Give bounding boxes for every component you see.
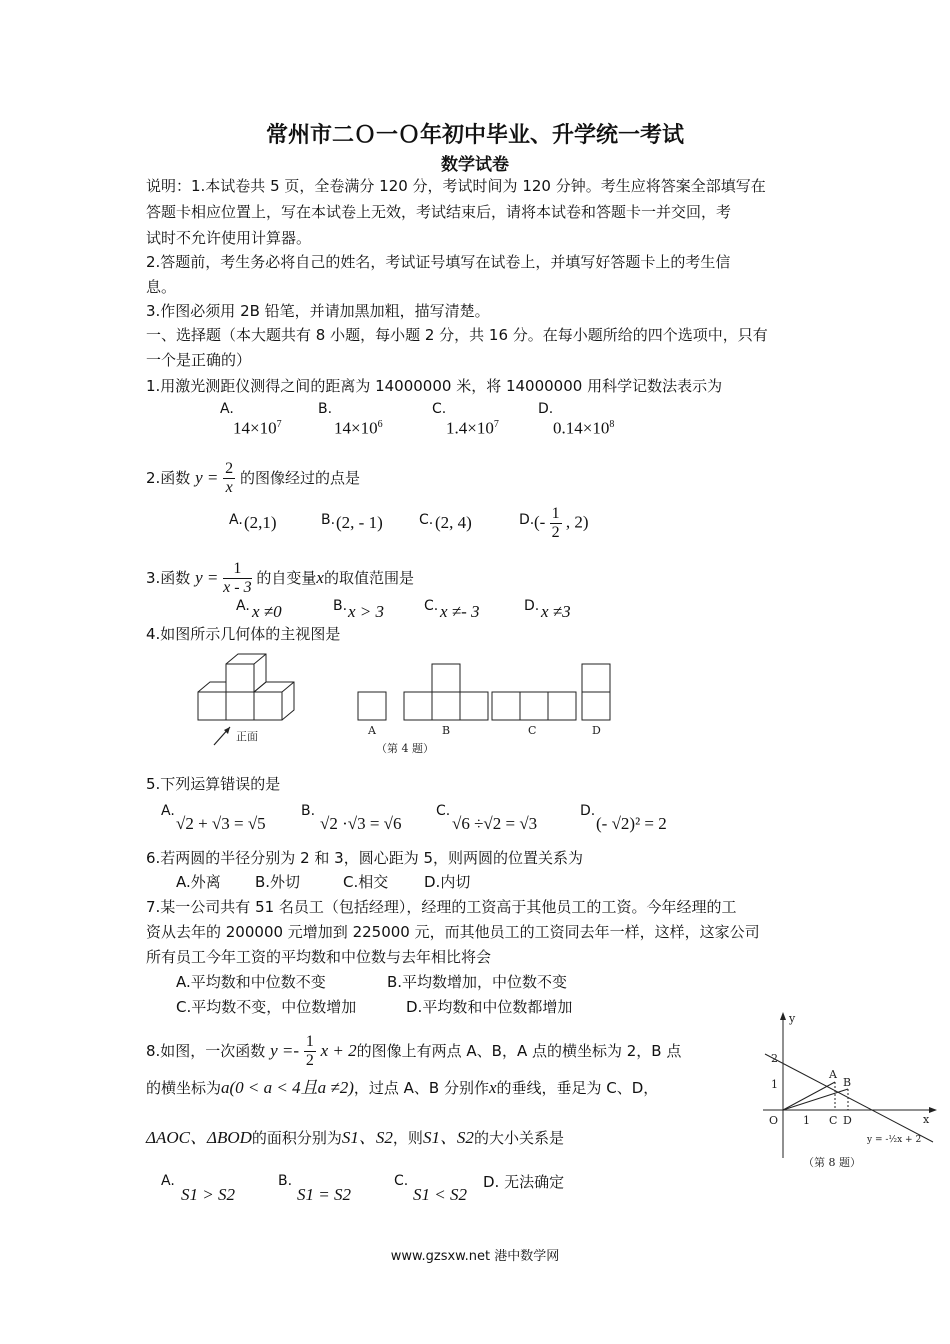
fig-tick-x1: 1 — [803, 1114, 810, 1127]
option-label: A. — [161, 803, 175, 819]
fig-y-label: y — [789, 1012, 796, 1025]
fig-caption: （第 8 题） — [803, 1156, 861, 1169]
function-line — [765, 1054, 933, 1142]
fig-equation: y = -½x + 2 — [867, 1135, 922, 1145]
question-7-stem: 资从去年的 200000 元增加到 225000 元，而其他员工的工资同去年一样，这样，这家公司 — [146, 923, 760, 941]
option-label: C. — [394, 1173, 409, 1189]
option-label: B. — [301, 803, 316, 819]
q5-option-c: √6 ÷√2 = √3 — [452, 814, 538, 833]
question-1-stem: 1.用激光测距仪测得之间的距离为 14000000 米，将 14000000 用科学记数法表示为 — [146, 377, 723, 395]
question-7-stem: 7.某一公司共有 51 名员工（包括经理），经理的工资高于其他员工的工资。今年经理的工 — [146, 898, 737, 916]
fraction: $\frac{2}{x}$ — [225, 460, 234, 496]
q1-option-d: $0.14\times 10^8$ — [553, 418, 615, 438]
q6-option-c: C.相交 — [343, 873, 389, 891]
q7-option-a: A.平均数和中位数不变 — [176, 973, 326, 991]
q3-option-d: x ≠3 — [541, 602, 571, 621]
question-8-stem: 8.如图，一次函数 y =- $\frac{1}{2}$ x + 2的图像上有两点 A、B，A 点的横坐标为 2，B 点 — [146, 1033, 682, 1069]
q4-option-c-label: C — [528, 724, 537, 737]
q2-option-c: (2, 4) — [435, 513, 472, 532]
q8-option-a: S1 > S2 — [181, 1185, 235, 1204]
option-label: D. — [524, 598, 540, 614]
q3-option-a: x ≠0 — [252, 602, 282, 621]
q1-option-a: $14\times 10^7$ — [233, 418, 282, 438]
question-6-stem: 6.若两圆的半径分别为 2 和 3，圆心距为 5，则两圆的位置关系为 — [146, 849, 584, 867]
question-2-stem: 2.函数 y = $\frac{2}{x}$ 的图像经过的点是 — [146, 460, 360, 496]
fig-point-c: C — [829, 1114, 838, 1127]
q8-option-c: S1 < S2 — [413, 1185, 467, 1204]
note-line: 息。 — [146, 278, 177, 296]
q4-option-a-label: A — [368, 724, 376, 737]
question-5-stem: 5.下列运算错误的是 — [146, 775, 281, 793]
q8-figure — [755, 1008, 940, 1176]
note-line: 2.答题前，考生务必将自己的姓名，考试证号填写在试卷上，并填写好答题卡上的考生信 — [146, 253, 731, 271]
q6-option-b: B.外切 — [255, 873, 301, 891]
option-label: B. — [321, 512, 336, 528]
note-line: 答题卡相应位置上，写在本试卷上无效，考试结束后，请将本试卷和答题卡一并交回，考 — [146, 203, 732, 221]
option-label: C. — [419, 512, 434, 528]
q3-option-c: x ≠- 3 — [440, 602, 480, 621]
fig-x-label: x — [923, 1113, 930, 1126]
q4-option-b-label: B — [442, 724, 451, 737]
q5-option-d: (- √2)² = 2 — [596, 814, 667, 833]
option-label: C. — [432, 401, 447, 417]
option-label: B. — [318, 401, 333, 417]
footer-source: www.gzsxw.net 港中数学网 — [390, 1249, 560, 1264]
option-label: A. — [229, 512, 243, 528]
q5-option-b: √2 ·√3 = √6 — [320, 814, 402, 833]
section-heading: 一个是正确的） — [146, 351, 252, 369]
fig-point-d: D — [843, 1114, 852, 1127]
fig-tick-y1: 1 — [771, 1078, 778, 1091]
option-label: D. — [538, 401, 554, 417]
q3-option-b: x > 3 — [348, 602, 385, 621]
question-4-stem: 4.如图所示几何体的主视图是 — [146, 625, 341, 643]
fig-point-a: A — [829, 1068, 837, 1081]
q4-caption: （第 4 题） — [376, 742, 434, 755]
option-label: C. — [436, 803, 451, 819]
q1-option-c: $1.4\times 10^7$ — [446, 418, 499, 438]
q6-option-d: D.内切 — [424, 873, 471, 891]
note-line: 说明：1.本试卷共 5 页，全卷满分 120 分，考试时间为 120 分钟。考生应将答案全部填写在 — [146, 177, 766, 195]
note-line: 试时不允许使用计算器。 — [146, 229, 312, 247]
q7-option-b: B.平均数增加，中位数不变 — [387, 973, 568, 991]
q1-option-b: $14\times 10^6$ — [334, 418, 383, 438]
q7-option-c: C.平均数不变，中位数增加 — [176, 998, 357, 1016]
fig-point-b: B — [843, 1076, 852, 1089]
note-line: 3.作图必须用 2B 铅笔，并请加黑加粗，描写清楚。 — [146, 302, 490, 320]
option-label: D. — [519, 512, 535, 528]
q2-option-d: (- $\frac{1}{2}$ , 2) — [534, 505, 589, 541]
option-label: B. — [278, 1173, 293, 1189]
q8-option-d: D. 无法确定 — [483, 1173, 565, 1191]
question-8-stem: 的横坐标为a(0 < a < 4且a ≠2)，过点 A、B 分别作x的垂线，垂足为 C、D， — [146, 1078, 659, 1097]
question-3-stem: 3.函数 y = $\frac{1}{x - 3}$ 的自变量x的取值范围是 — [146, 560, 414, 596]
option-label: B. — [333, 598, 348, 614]
fig-tick-y2: 2 — [771, 1052, 778, 1065]
exam-title: 常州市二Ｏ一Ｏ年初中毕业、升学统一考试 — [265, 123, 684, 148]
option-label: C. — [424, 598, 439, 614]
q2-option-b: (2, - 1) — [336, 513, 383, 532]
q2-option-a: (2,1) — [244, 513, 277, 532]
question-8-stem: ΔAOC、ΔBOD的面积分别为S1、S2，则S1、S2的大小关系是 — [146, 1128, 564, 1147]
q4-option-d-label: D — [592, 724, 601, 737]
front-label: 正面 — [236, 730, 258, 743]
fig-origin-label: O — [769, 1114, 779, 1127]
option-label: A. — [236, 598, 250, 614]
q7-option-d: D.平均数和中位数都增加 — [406, 998, 573, 1016]
q8-option-b: S1 = S2 — [297, 1185, 351, 1204]
option-label: A. — [161, 1173, 175, 1189]
q6-option-a: A.外离 — [176, 873, 221, 891]
section-heading: 一、选择题（本大题共有 8 小题，每小题 2 分，共 16 分。在每小题所给的四个选项中，只有 — [146, 326, 768, 344]
q5-option-a: √2 + √3 = √5 — [176, 814, 266, 833]
option-label: D. — [580, 803, 596, 819]
exam-subtitle: 数学试卷 — [441, 155, 509, 175]
option-label: A. — [220, 401, 234, 417]
q4-figure — [190, 648, 620, 758]
question-7-stem: 所有员工今年工资的平均数和中位数与去年相比将会 — [146, 948, 492, 966]
